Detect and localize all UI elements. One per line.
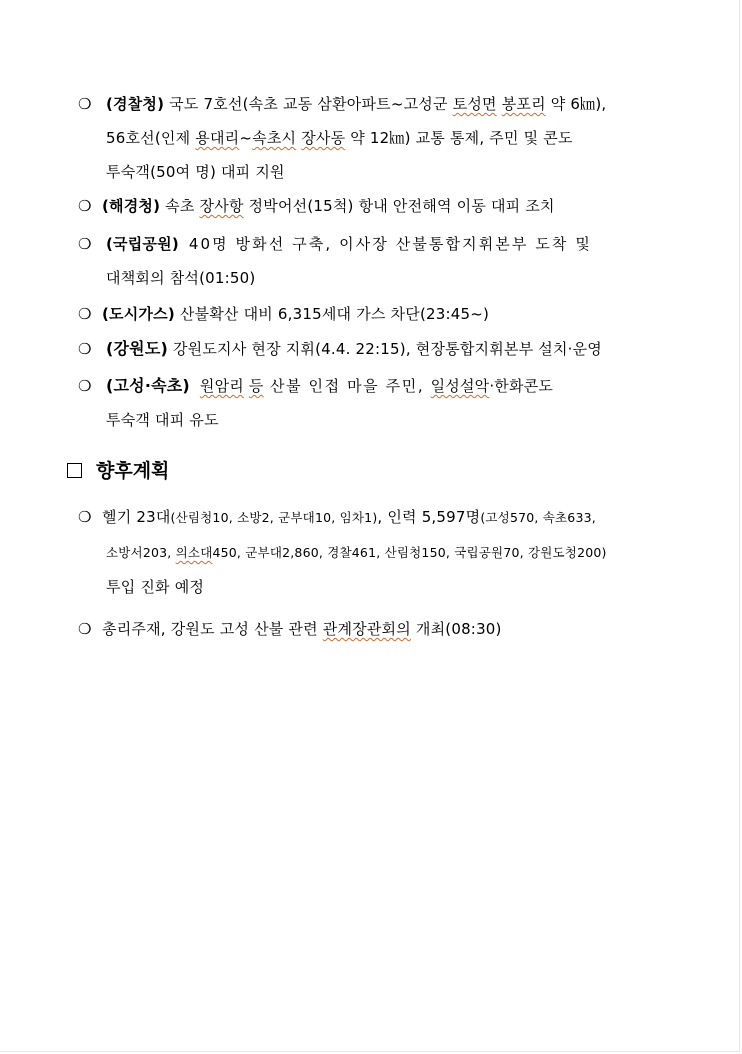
list-item-plan-deploy (78, 500, 670, 604)
list-item-police (78, 87, 670, 189)
checkbox-square-icon (67, 463, 82, 478)
spellcheck-word: 등 (248, 377, 264, 395)
item-line: 투숙객(50여 명) 대피 지원 (106, 163, 285, 181)
item-line: 총리주재, 강원도 고성 산불 관련 관계장관회의 개최(08:30) (102, 620, 502, 638)
agency-label: (고성·속초) (106, 376, 190, 395)
section-heading (67, 454, 169, 488)
spellcheck-word: 장사항 (199, 197, 244, 215)
spellcheck-word: 용대리 (195, 129, 240, 147)
spellcheck-word: 원암리 (199, 377, 244, 395)
item-line: 대책회의 참석(01:50) (106, 269, 256, 287)
agency-label: (국립공원) (106, 235, 179, 253)
agency-label: (도시가스) (102, 305, 175, 323)
bullet-circle-icon: ❍ (78, 340, 92, 358)
spellcheck-word: 일성설악 (430, 377, 490, 395)
item-line: 투입 진화 예정 (106, 578, 205, 596)
bullet-circle-icon: ❍ (78, 620, 92, 638)
list-item-gangwon (78, 332, 670, 366)
list-item-city-gas (78, 297, 670, 331)
item-line: 56호선(인제 용대리~속초시 장사동 약 12㎞) 교통 통제, 주민 및 콘도 (106, 129, 573, 147)
item-line: (국립공원) 40명 방화선 구축, 이사장 산불통합지휘본부 도착 및 (106, 235, 592, 253)
bullet-circle-icon: ❍ (78, 508, 92, 526)
list-item-goseong-sokcho (78, 369, 670, 437)
list-item-coast-guard (78, 189, 670, 223)
spellcheck-word: 토성면 (452, 95, 497, 113)
agency-label: (해경청) (102, 197, 161, 215)
list-item-plan-meeting (78, 612, 670, 646)
item-line: 투숙객 대피 유도 (106, 411, 219, 429)
spellcheck-word: 의소대 (175, 545, 213, 560)
list-item-national-park (78, 227, 670, 295)
bullet-circle-icon: ❍ (78, 235, 92, 253)
agency-label: (경찰청) (106, 95, 165, 113)
spellcheck-word: 관계장관회의 (322, 620, 411, 638)
spellcheck-word: 장사동 (301, 129, 346, 147)
bullet-circle-icon: ❍ (78, 377, 92, 395)
item-line: 헬기 23대(산림청10, 소방2, 군부대10, 임차1), 인력 5,597명(고성570, 속초633, (102, 508, 596, 526)
item-line: 소방서203, 의소대450, 군부대2,860, 경찰461, 산림청150, 국립공원70, 강원도청200) (106, 545, 607, 560)
bullet-circle-icon: ❍ (78, 95, 92, 113)
item-line: (해경청) 속초 장사항 정박어선(15척) 항내 안전해역 이동 대피 조치 (102, 197, 555, 215)
item-line: (경찰청) 국도 7호선(속초 교동 삼환아파트~고성군 토성면 봉포리 약 6㎞), (106, 95, 607, 113)
bullet-circle-icon: ❍ (78, 197, 92, 215)
agency-label: (강원도) (106, 339, 168, 358)
spellcheck-word: 속초시 (252, 129, 297, 147)
bullet-circle-icon: ❍ (78, 305, 92, 323)
spellcheck-word: 봉포리 (501, 95, 546, 113)
item-line: (강원도) 강원도지사 현장 지휘(4.4. 22:15), 현장통합지휘본부 설치·운영 (106, 339, 602, 358)
item-line: (고성·속초) 원암리 등 산불 인접 마을 주민, 일성설악·한화콘도 (106, 376, 554, 395)
section-title: 향후계획 (96, 460, 170, 482)
item-line: (도시가스) 산불확산 대비 6,315세대 가스 차단(23:45~) (102, 305, 490, 323)
